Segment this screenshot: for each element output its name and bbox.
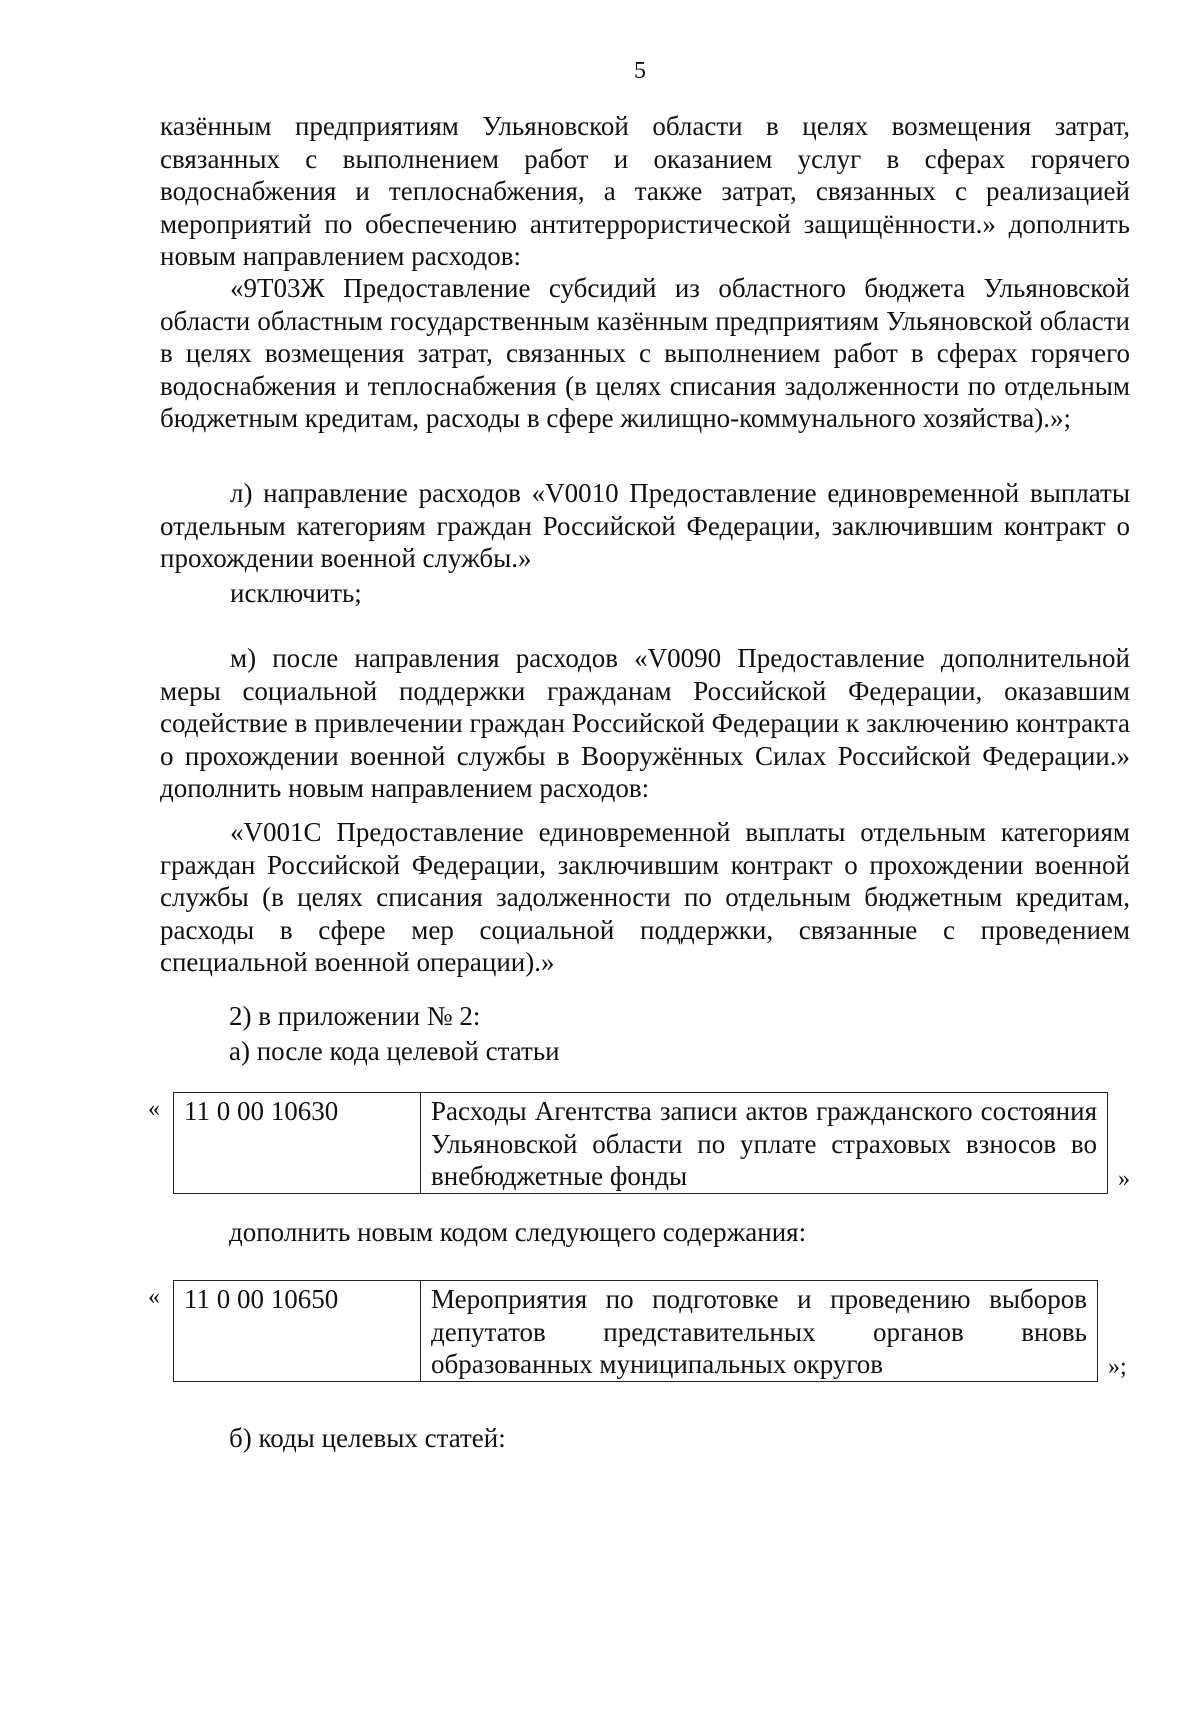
paragraph-exclude: исключить; [230,578,362,608]
target-article-code: 11 0 00 10630 [174,1093,421,1194]
table1-close-quote: » [1118,1166,1130,1192]
table2-close-quote: »; [1108,1354,1127,1380]
paragraph-add-code: дополнить новым кодом следующего содержания: [229,1217,807,1247]
page-number: 5 [634,58,646,84]
paragraph-new-expense-v001c: «V001С Предоставление единовременной выплаты отдельным категориям граждан Российской Федерации, заключившим контракт о прохождении военной службы (в целях списания задолженности по отдельным бюджетным кредитам, расходы в сфере мер социальной поддержки, связанные с проведением специальной военной операции).» [160,817,1130,977]
table2-open-quote: « [148,1284,160,1310]
paragraph-appendix-2: 2) в приложении № 2: [229,1001,481,1031]
target-article-table-2 [173,1280,1098,1382]
target-article-code: 11 0 00 10650 [174,1281,421,1382]
paragraph-item-b: б) коды целевых статей: [229,1423,506,1453]
target-article-table-1 [173,1092,1108,1194]
target-article-description: Мероприятия по подготовке и проведению выборов депутатов представительных органов вновь образованных муниципальных округов [421,1281,1098,1382]
paragraph-item-m: м) после направления расходов «V0090 Предоставление дополнительной меры социальной поддержки гражданам Российской Федерации, оказавшим содействие в привлечении граждан Российской Федерации к заключению контракта о прохождении военной службы в Вооружённых Силах Российской Федерации.» дополнить новым направлением расходов: [160,643,1130,803]
paragraph-item-l: л) направление расходов «V0010 Предоставление единовременной выплаты отдельным категориям граждан Российской Федерации, заключившим контракт о прохождении военной службы.» [160,478,1130,573]
paragraph-continuation: казённым предприятиям Ульяновской области в целях возмещения затрат, связанных с выполнением работ и оказанием услуг в сферах горячего водоснабжения и теплоснабжения, а также затрат, связанных с реализацией мероприятий по обеспечению антитеррористической защищённости.» дополнить новым направлением расходов: [160,111,1130,271]
target-article-description: Расходы Агентства записи актов гражданского состояния Ульяновской области по уплате страховых взносов во внебюджетные фонды [421,1093,1108,1194]
table-row [174,1093,1108,1194]
table1-open-quote: « [148,1096,160,1122]
table-row [174,1281,1098,1382]
paragraph-item-a: а) после кода целевой статьи [229,1036,560,1066]
paragraph-new-expense-9t03zh: «9Т03Ж Предоставление субсидий из областного бюджета Ульяновской области областным государственным казённым предприятиям Ульяновской области в целях возмещения затрат, связанных с выполнением работ в сферах горячего водоснабжения и теплоснабжения (в целях списания задолженности по отдельным бюджетным кредитам, расходы в сфере жилищно-коммунального хозяйства).»; [160,273,1130,433]
